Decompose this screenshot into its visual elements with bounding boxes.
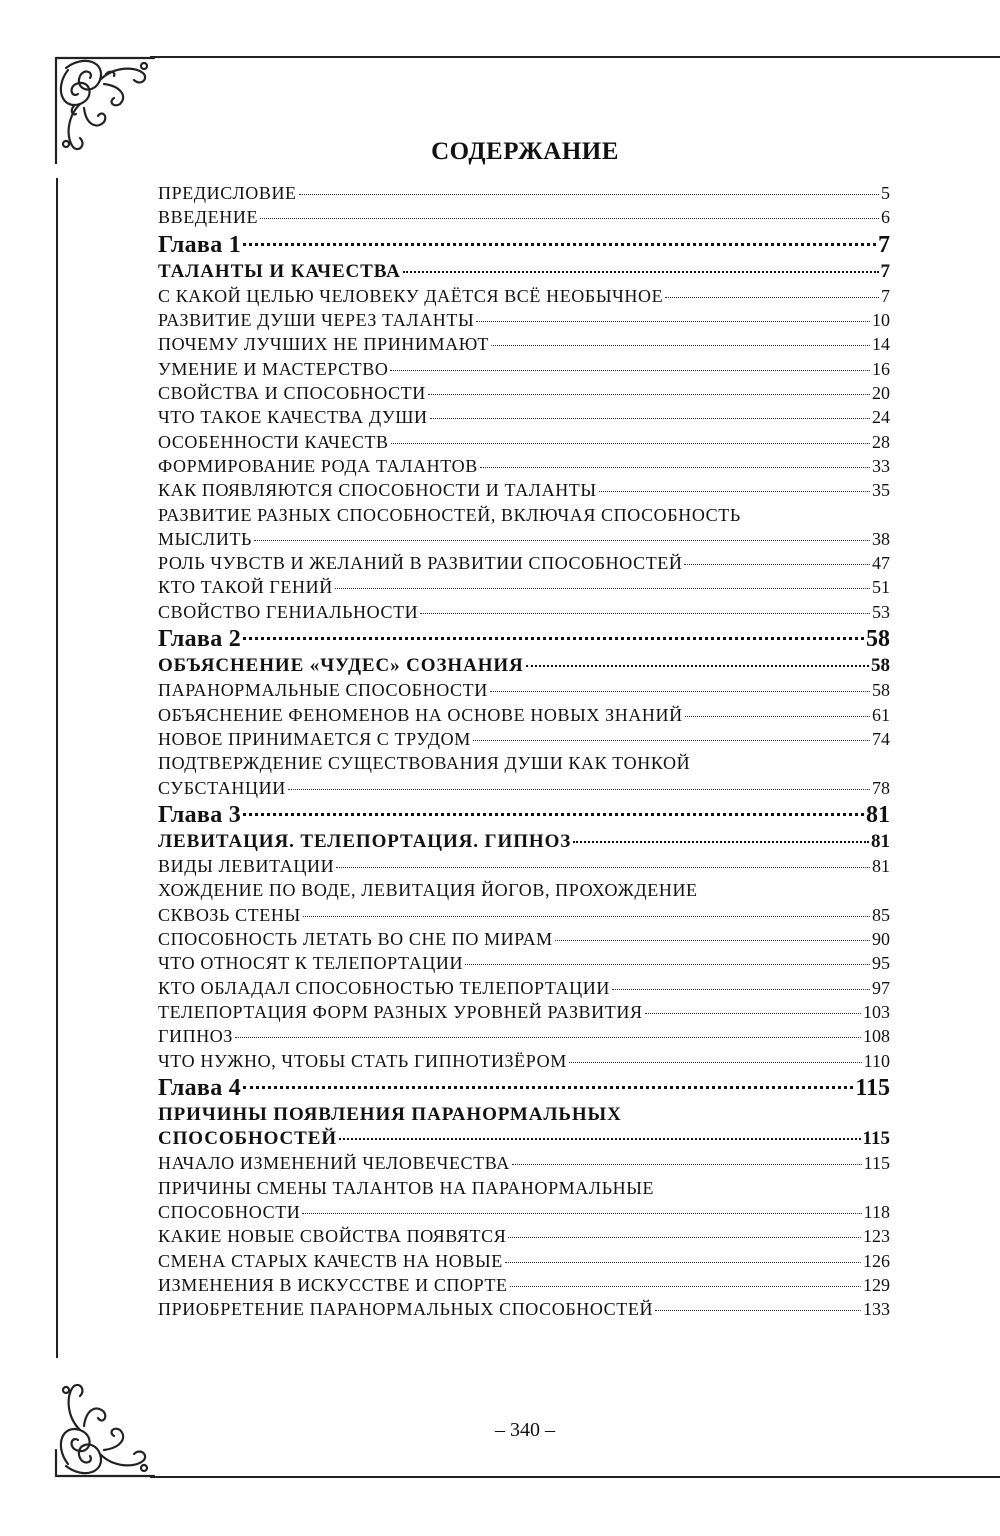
toc-dot-leader bbox=[612, 989, 870, 990]
toc-entry-row bbox=[158, 1224, 890, 1248]
toc-dot-leader bbox=[243, 813, 864, 816]
toc-section-row bbox=[158, 1103, 890, 1127]
toc-dot-leader bbox=[473, 740, 870, 741]
toc-entry-title: Глава 3 bbox=[158, 801, 242, 828]
toc-entry-row bbox=[158, 575, 890, 599]
toc-dot-leader bbox=[430, 418, 870, 419]
frame-top-rule bbox=[150, 56, 1000, 58]
toc-entry-row bbox=[158, 405, 890, 429]
toc-entry-title: СМЕНА СТАРЫХ КАЧЕСТВ НА НОВЫЕ bbox=[158, 1250, 503, 1271]
toc-entry-title: ТЕЛЕПОРТАЦИЯ ФОРМ РАЗНЫХ УРОВНЕЙ РАЗВИТИЯ bbox=[158, 1001, 643, 1022]
toc-dot-leader bbox=[391, 443, 870, 444]
toc-entry-page: 81 bbox=[866, 801, 890, 828]
toc-dot-leader bbox=[505, 1262, 861, 1263]
toc-entry-title: РАЗВИТИЕ РАЗНЫХ СПОСОБНОСТЕЙ, ВКЛЮЧАЯ СПОСОБНОСТЬ bbox=[158, 504, 741, 525]
toc-entry-row bbox=[158, 976, 890, 1000]
toc-entry-row bbox=[158, 903, 890, 927]
toc-entry-page: 53 bbox=[872, 601, 890, 622]
toc-dot-leader bbox=[336, 867, 870, 868]
toc-entry-page: 129 bbox=[863, 1274, 890, 1295]
toc-entry-page: 20 bbox=[872, 383, 890, 404]
toc-entry-title: ПРИЧИНЫ ПОЯВЛЕНИЯ ПАРАНОРМАЛЬНЫХ bbox=[158, 1103, 622, 1125]
toc-entry-title: СПОСОБНОСТИ bbox=[158, 1201, 301, 1222]
toc-entry-title: ПРИОБРЕТЕНИЕ ПАРАНОРМАЛЬНЫХ СПОСОБНОСТЕЙ bbox=[158, 1299, 654, 1320]
toc-entry-row bbox=[158, 1249, 890, 1273]
toc-entry-page: 81 bbox=[871, 830, 890, 852]
toc-entry-row bbox=[158, 951, 890, 975]
toc-entry-row bbox=[158, 205, 890, 229]
toc-dot-leader bbox=[512, 1164, 862, 1165]
toc-dot-leader bbox=[302, 1213, 861, 1214]
toc-entry-page: 33 bbox=[872, 455, 890, 476]
toc-dot-leader bbox=[491, 345, 870, 346]
toc-dot-leader bbox=[260, 218, 879, 219]
toc-entry-page: 38 bbox=[872, 528, 890, 549]
toc-entry-row bbox=[158, 181, 890, 205]
toc-dot-leader bbox=[299, 194, 879, 195]
toc-entry-title: СПОСОБНОСТЬ ЛЕТАТЬ ВО СНЕ ПО МИРАМ bbox=[158, 929, 553, 950]
toc-entry-row bbox=[158, 284, 890, 308]
toc-entry-page: 95 bbox=[872, 953, 890, 974]
toc-entry-title: РАЗВИТИЕ ДУШИ ЧЕРЕЗ ТАЛАНТЫ bbox=[158, 310, 475, 331]
toc-entry-title: КТО ТАКОЙ ГЕНИЙ bbox=[158, 577, 333, 598]
toc-entry-row bbox=[158, 854, 890, 878]
toc-dot-leader bbox=[685, 716, 870, 717]
toc-entry-title: ЧТО ОТНОСЯТ К ТЕЛЕПОРТАЦИИ bbox=[158, 953, 464, 974]
toc-entry-title: СУБСТАНЦИИ bbox=[158, 777, 286, 798]
toc-entry-row bbox=[158, 776, 890, 800]
toc-dot-leader bbox=[508, 1237, 861, 1238]
toc-entry-page: 78 bbox=[872, 777, 890, 798]
toc-entry-page: 133 bbox=[863, 1299, 890, 1320]
toc-entry-page: 115 bbox=[863, 1153, 890, 1174]
toc-entry-title: ПОДТВЕРЖДЕНИЕ СУЩЕСТВОВАНИЯ ДУШИ КАК ТОНКОЙ bbox=[158, 753, 691, 774]
toc-entry-title: ОБЪЯСНЕНИЕ ФЕНОМЕНОВ НА ОСНОВЕ НОВЫХ ЗНАНИЙ bbox=[158, 704, 683, 725]
toc-entry-page: 103 bbox=[863, 1001, 890, 1022]
toc-dot-leader bbox=[599, 491, 870, 492]
toc-entry-page: 108 bbox=[863, 1026, 890, 1047]
toc-entry-page: 85 bbox=[872, 904, 890, 925]
toc-entry-page: 81 bbox=[872, 856, 890, 877]
toc-dot-leader bbox=[480, 467, 870, 468]
toc-dot-leader bbox=[555, 940, 870, 941]
toc-entry-title: ЧТО НУЖНО, ЧТОБЫ СТАТЬ ГИПНОТИЗЁРОМ bbox=[158, 1050, 567, 1071]
frame-bottom-rule bbox=[150, 1476, 1000, 1478]
toc-entry-page: 7 bbox=[878, 231, 890, 258]
toc-dot-leader bbox=[465, 964, 870, 965]
toc-entry-title: ФОРМИРОВАНИЕ РОДА ТАЛАНТОВ bbox=[158, 455, 478, 476]
toc-entry-page: 6 bbox=[881, 207, 890, 228]
toc-entry-row bbox=[158, 1297, 890, 1321]
toc-dot-leader bbox=[476, 321, 870, 322]
toc-entry-title: Глава 1 bbox=[158, 231, 242, 258]
toc-entry-row bbox=[158, 703, 890, 727]
toc-entry-title: ПАРАНОРМАЛЬНЫЕ СПОСОБНОСТИ bbox=[158, 680, 488, 701]
toc-entry-page: 16 bbox=[872, 358, 890, 379]
toc-entry-page: 74 bbox=[872, 728, 890, 749]
toc-dot-leader bbox=[243, 637, 864, 640]
toc-dot-leader bbox=[428, 394, 870, 395]
toc-entry-page: 61 bbox=[872, 704, 890, 725]
toc-entry-row bbox=[158, 727, 890, 751]
toc-entry-title: ИЗМЕНЕНИЯ В ИСКУССТВЕ И СПОРТЕ bbox=[158, 1274, 508, 1295]
toc-entry-page: 7 bbox=[881, 285, 890, 306]
toc-entry-row bbox=[158, 1000, 890, 1024]
toc-entry-page: 58 bbox=[872, 680, 890, 701]
toc-entry-title: ХОЖДЕНИЕ ПО ВОДЕ, ЛЕВИТАЦИЯ ЙОГОВ, ПРОХОЖДЕНИЕ bbox=[158, 880, 698, 901]
toc-entry-page: 58 bbox=[866, 626, 890, 653]
toc-dot-leader bbox=[655, 1310, 861, 1311]
toc-entry-title: КАК ПОЯВЛЯЮТСЯ СПОСОБНОСТИ И ТАЛАНТЫ bbox=[158, 480, 597, 501]
toc-entry-title: НОВОЕ ПРИНИМАЕТСЯ С ТРУДОМ bbox=[158, 728, 471, 749]
toc-entry-title: СКВОЗЬ СТЕНЫ bbox=[158, 904, 301, 925]
toc-entry-page: 5 bbox=[881, 183, 890, 203]
toc-dot-leader bbox=[235, 1037, 861, 1038]
toc-entry-row bbox=[158, 430, 890, 454]
toc-chapter-row bbox=[158, 800, 890, 830]
toc-entry-title: ПРИЧИНЫ СМЕНЫ ТАЛАНТОВ НА ПАРАНОРМАЛЬНЫЕ bbox=[158, 1177, 655, 1198]
toc-entry-title: КАКИЕ НОВЫЕ СВОЙСТВА ПОЯВЯТСЯ bbox=[158, 1226, 507, 1247]
toc-dot-leader bbox=[510, 1286, 861, 1287]
toc-entry-page: 51 bbox=[872, 577, 890, 598]
toc-dot-leader bbox=[303, 916, 870, 917]
toc-entry-title: ГИПНОЗ bbox=[158, 1026, 234, 1047]
toc-dot-leader bbox=[339, 1138, 861, 1140]
toc-entry-page: 24 bbox=[872, 407, 890, 428]
toc-entry-page: 14 bbox=[872, 334, 890, 355]
toc-entry-page: 110 bbox=[863, 1050, 890, 1071]
toc-entry-title: Глава 2 bbox=[158, 626, 242, 653]
toc-entry-row bbox=[158, 1151, 890, 1175]
toc-entry-row bbox=[158, 1024, 890, 1048]
toc-entry-row bbox=[158, 678, 890, 702]
toc-dot-leader bbox=[645, 1013, 861, 1014]
toc-entry-page: 90 bbox=[872, 929, 890, 950]
toc-entry-row bbox=[158, 1200, 890, 1224]
toc-entry-row bbox=[158, 927, 890, 951]
toc-entry-title: С КАКОЙ ЦЕЛЬЮ ЧЕЛОВЕКУ ДАЁТСЯ ВСЁ НЕОБЫЧНОЕ bbox=[158, 285, 664, 306]
toc-dot-leader bbox=[288, 789, 870, 790]
toc-chapter-row bbox=[158, 230, 890, 260]
toc-entry-page: 35 bbox=[872, 480, 890, 501]
toc-entry-title: НАЧАЛО ИЗМЕНЕНИЙ ЧЕЛОВЕЧЕСТВА bbox=[158, 1153, 510, 1174]
toc-entry-title: ОСОБЕННОСТИ КАЧЕСТВ bbox=[158, 431, 389, 452]
toc-entry-row bbox=[158, 357, 890, 381]
toc-entry-page: 115 bbox=[862, 1128, 890, 1150]
toc-entry-title: УМЕНИЕ И МАСТЕРСТВО bbox=[158, 358, 389, 379]
toc-entry-title: ЧТО ТАКОЕ КАЧЕСТВА ДУШИ bbox=[158, 407, 428, 428]
toc-entry-title: РОЛЬ ЧУВСТВ И ЖЕЛАНИЙ В РАЗВИТИИ СПОСОБНОСТЕЙ bbox=[158, 553, 683, 574]
toc-dot-leader bbox=[403, 271, 879, 273]
toc-entry-title: СПОСОБНОСТЕЙ bbox=[158, 1128, 338, 1150]
toc-chapter-row bbox=[158, 624, 890, 654]
toc-entry-row bbox=[158, 478, 890, 502]
toc-dot-leader bbox=[665, 297, 879, 298]
toc-dot-leader bbox=[243, 1086, 853, 1089]
toc-entry-page: 115 bbox=[855, 1074, 890, 1101]
toc-entry-row bbox=[158, 381, 890, 405]
toc-dot-leader bbox=[243, 243, 876, 246]
toc-entry-page: 28 bbox=[872, 431, 890, 452]
toc-entry-title: ТАЛАНТЫ И КАЧЕСТВА bbox=[158, 260, 401, 282]
toc-section-row bbox=[158, 260, 890, 284]
toc-dot-leader bbox=[569, 1062, 862, 1063]
toc-dot-leader bbox=[684, 564, 870, 565]
toc-dot-leader bbox=[420, 613, 870, 614]
toc-section-row bbox=[158, 830, 890, 854]
toc-entry-page: 7 bbox=[880, 260, 890, 282]
toc-entry-title: СВОЙСТВА И СПОСОБНОСТИ bbox=[158, 383, 426, 404]
page-number: – 340 – bbox=[495, 1419, 555, 1441]
toc-dot-leader bbox=[254, 540, 870, 541]
toc-entry-row bbox=[158, 600, 890, 624]
toc-section-row bbox=[158, 1127, 890, 1151]
toc-entry-page: 118 bbox=[863, 1201, 890, 1222]
toc-entry-page: 123 bbox=[863, 1226, 890, 1247]
toc-entry-row bbox=[158, 503, 890, 527]
toc-entry-title: Глава 4 bbox=[158, 1074, 242, 1101]
toc-entry-title: ЛЕВИТАЦИЯ. ТЕЛЕПОРТАЦИЯ. ГИПНОЗ bbox=[158, 830, 572, 852]
toc-entry-row bbox=[158, 1273, 890, 1297]
toc-entry-page: 58 bbox=[871, 655, 890, 677]
toc-dot-leader bbox=[526, 665, 869, 667]
toc-section-row bbox=[158, 654, 890, 678]
toc-entry-title: КТО ОБЛАДАЛ СПОСОБНОСТЬЮ ТЕЛЕПОРТАЦИИ bbox=[158, 977, 610, 998]
toc-entry-title: ВВЕДЕНИЕ bbox=[158, 207, 259, 228]
toc-entry-page: 10 bbox=[872, 310, 890, 331]
toc-entry-title: ВИДЫ ЛЕВИТАЦИИ bbox=[158, 856, 335, 877]
toc-entry-row bbox=[158, 527, 890, 551]
page-title: СОДЕРЖАНИЕ bbox=[431, 138, 619, 165]
toc-entry-page: 47 bbox=[872, 553, 890, 574]
toc-entry-row bbox=[158, 332, 890, 356]
toc-dot-leader bbox=[573, 841, 869, 843]
toc-dot-leader bbox=[390, 370, 870, 371]
toc-dot-leader bbox=[490, 691, 870, 692]
toc-entry-row bbox=[158, 308, 890, 332]
toc-entry-row bbox=[158, 1049, 890, 1073]
toc-entry-row bbox=[158, 878, 890, 902]
toc-entry-title: ОБЪЯСНЕНИЕ «ЧУДЕС» СОЗНАНИЯ bbox=[158, 655, 524, 677]
toc-entry-title: ПРЕДИСЛОВИЕ bbox=[158, 183, 297, 203]
toc-entry-page: 126 bbox=[863, 1250, 890, 1271]
toc-dot-leader bbox=[335, 588, 870, 589]
toc-entry-title: СВОЙСТВО ГЕНИАЛЬНОСТИ bbox=[158, 601, 419, 622]
toc-entry-row bbox=[158, 751, 890, 775]
frame-left-rule bbox=[56, 178, 58, 1358]
toc-entry-title: ПОЧЕМУ ЛУЧШИХ НЕ ПРИНИМАЮТ bbox=[158, 334, 489, 355]
toc-entry-row bbox=[158, 454, 890, 478]
toc-chapter-row bbox=[158, 1073, 890, 1103]
toc-entry-page: 97 bbox=[872, 977, 890, 998]
toc-entry-row bbox=[158, 1176, 890, 1200]
toc-entry-title: МЫСЛИТЬ bbox=[158, 528, 252, 549]
table-of-contents bbox=[158, 181, 890, 1321]
toc-entry-row bbox=[158, 551, 890, 575]
